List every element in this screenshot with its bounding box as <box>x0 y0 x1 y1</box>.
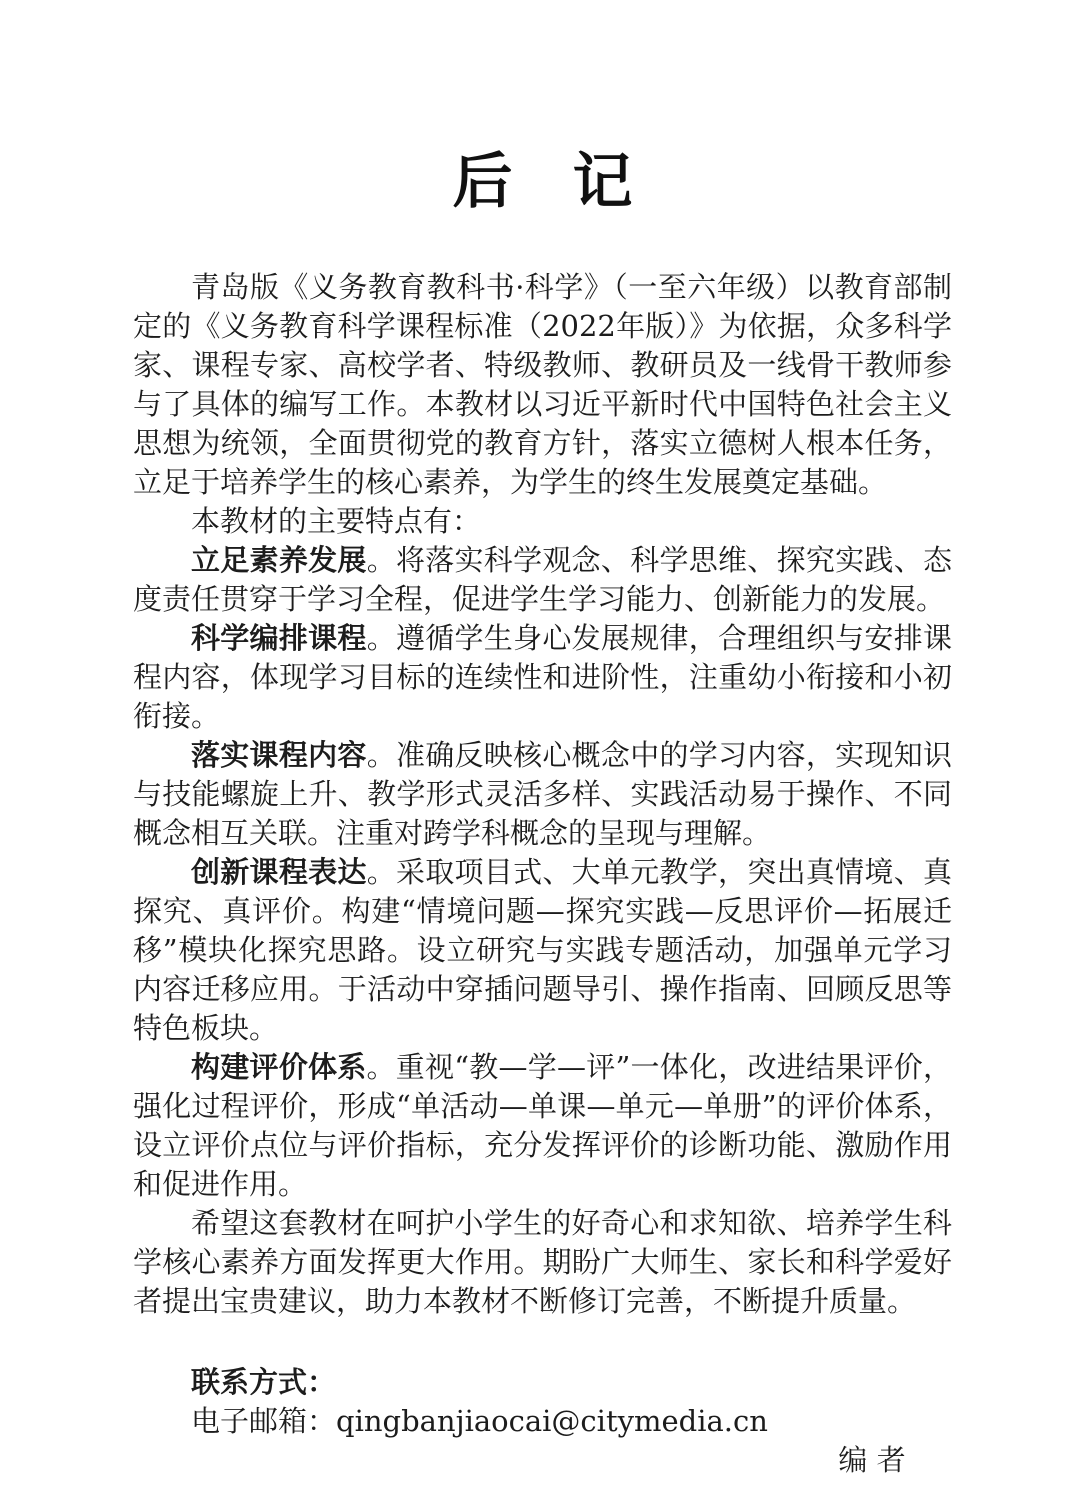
paragraph-closing <box>133 1204 952 1321</box>
paragraph-body: 。将落实科学观念、科学思维、探究实践、态度责任贯穿于学习全程，促进学生学习能力、创新能力的发展。 <box>133 543 952 616</box>
paragraph-features-heading <box>133 502 952 541</box>
body-text <box>133 268 952 1480</box>
paragraph-lead: 科学编排课程 <box>191 621 367 655</box>
paragraph-lead: 构建评价体系 <box>191 1050 367 1084</box>
paragraph-feature-4 <box>133 853 952 1048</box>
paragraph-body: 希望这套教材在呵护小学生的好奇心和求知欲、培养学生科学核心素养方面发挥更大作用。期盼广大师生、家长和科学爱好者提出宝贵建议，助力本教材不断修订完善，不断提升质量。 <box>133 1206 952 1318</box>
paragraph-lead: 创新课程表达 <box>191 855 367 889</box>
contact-heading <box>133 1363 952 1402</box>
paragraph-body: 。重视“教—学—评”一体化，改进结果评价，强化过程评价，形成“单活动—单课—单元—单册”的评价体系，设立评价点位与评价指标，充分发挥评价的诊断功能、激励作用和促进作用。 <box>133 1050 952 1201</box>
page-title: 后 记 <box>452 147 633 217</box>
paragraph-feature-2 <box>133 619 952 736</box>
author-signature: 编 者 <box>838 1443 906 1477</box>
paragraph-body: 。准确反映核心概念中的学习内容，实现知识与技能螺旋上升、教学形式灵活多样、实践活动易于操作、不同概念相互关联。注重对跨学科概念的呈现与理解。 <box>133 738 952 850</box>
paragraph-feature-1 <box>133 541 952 619</box>
paragraph-feature-3 <box>133 736 952 853</box>
paragraph-intro <box>133 268 952 502</box>
contact-email-line: 电子邮箱：qingbanjiaocai@citymedia.cn <box>191 1404 768 1438</box>
paragraph-lead: 立足素养发展 <box>191 543 367 577</box>
paragraph-body: 本教材的主要特点有： <box>191 504 482 538</box>
paragraph-body: 。遵循学生身心发展规律，合理组织与安排课程内容，体现学习目标的连续性和进阶性，注重幼小衔接和小初衔接。 <box>133 621 952 733</box>
paragraph-body: 青岛版《义务教育教科书·科学》（一至六年级）以教育部制定的《义务教育科学课程标准（2022年版）》为依据，众多科学家、课程专家、高校学者、特级教师、教研员及一线骨干教师参与了具体的编写工作。本教材以习近平新时代中国特色社会主义思想为统领，全面贯彻党的教育方针，落实立德树人根本任务，立足于培养学生的核心素养，为学生的终生发展奠定基础。 <box>133 270 952 499</box>
paragraph-body: 。采取项目式、大单元教学，突出真情境、真探究、真评价。构建“情境问题—探究实践—反思评价—拓展迁移”模块化探究思路。设立研究与实践专题活动，加强单元学习内容迁移应用。于活动中穿插问题导引、操作指南、回顾反思等特色板块。 <box>133 855 952 1045</box>
paragraph-lead: 落实课程内容 <box>191 738 367 772</box>
contact-heading-label: 联系方式： <box>191 1365 337 1399</box>
paragraph-feature-5 <box>133 1048 952 1204</box>
